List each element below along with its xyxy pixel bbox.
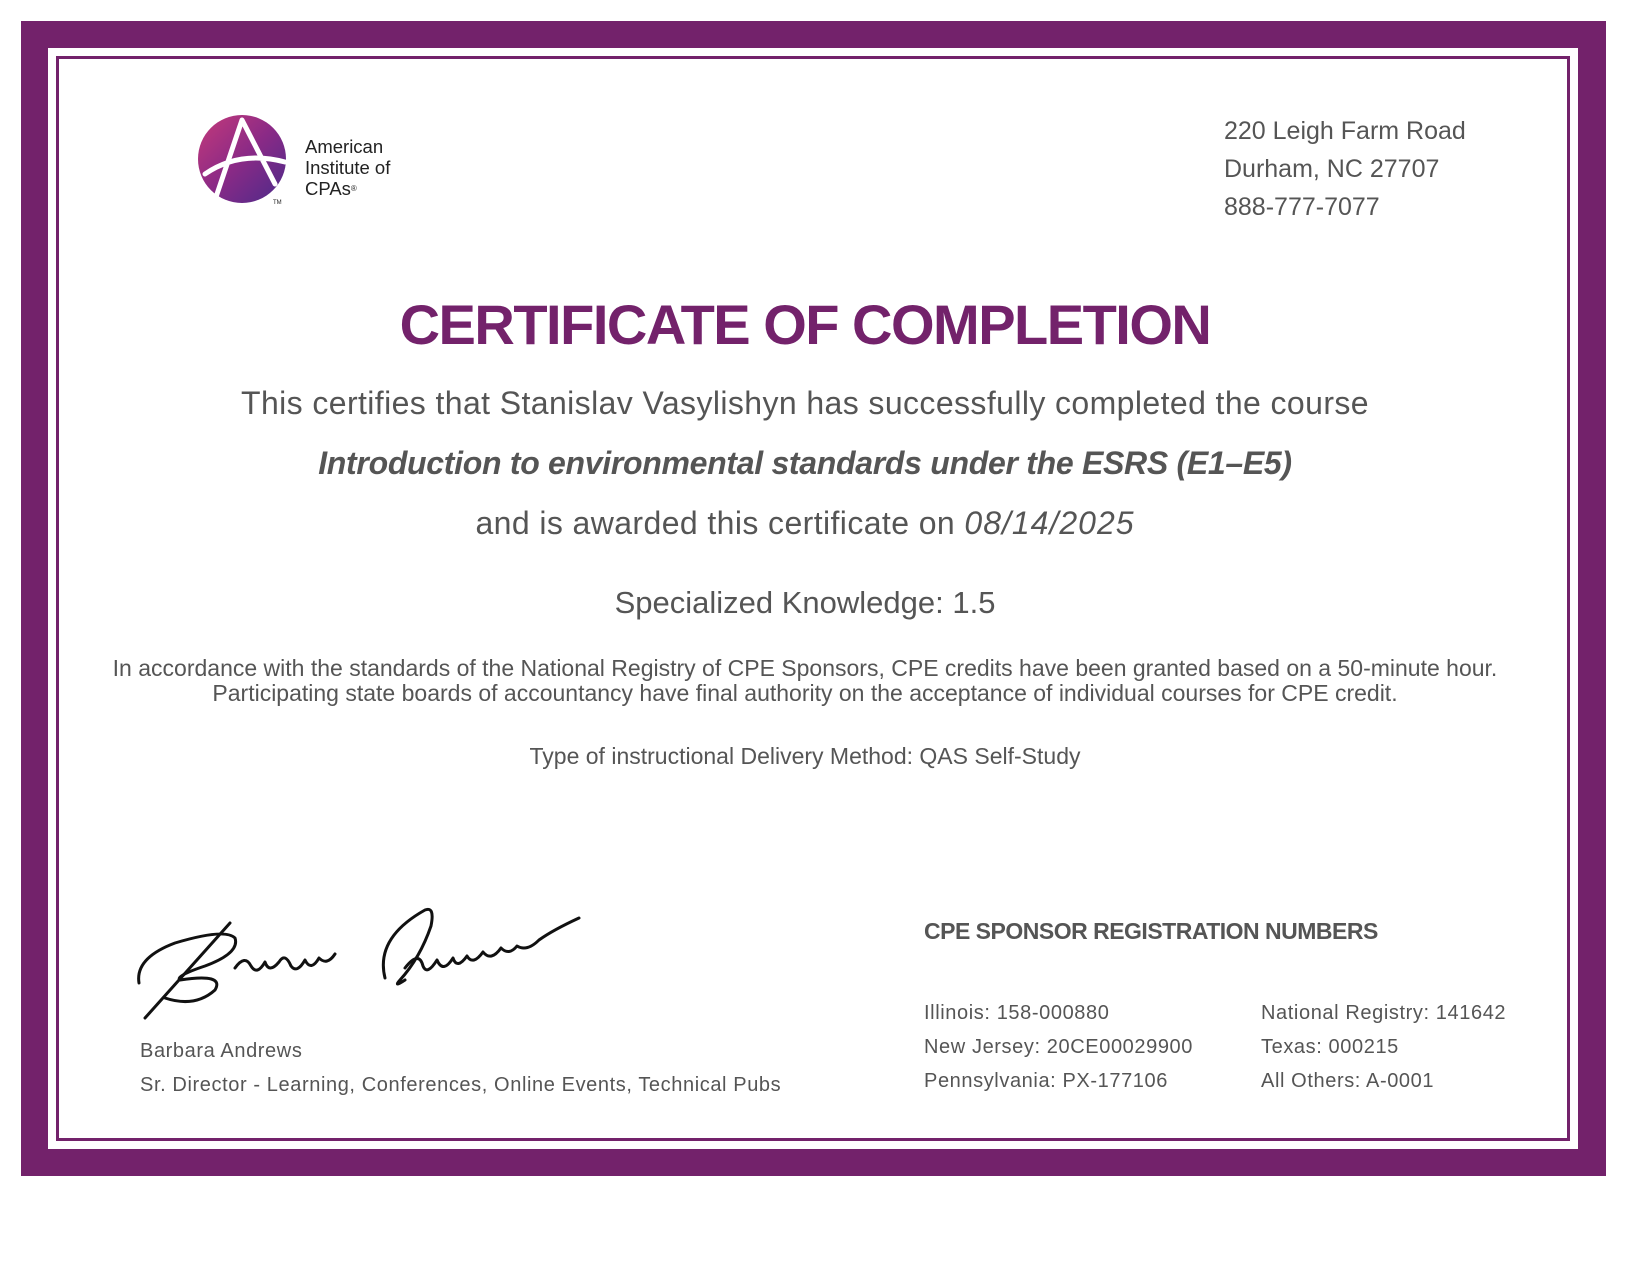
certifies-line: This certifies that Stanislav Vasylishyn has successfully completed the course	[241, 385, 1369, 421]
signer-name: Barbara Andrews	[140, 1040, 303, 1062]
signer-title: Sr. Director - Learning, Conferences, Online Events, Technical Pubs	[140, 1074, 782, 1096]
registration-list-right	[1261, 996, 1506, 1098]
registration-item: All Others: A-0001	[1261, 1070, 1435, 1092]
registration-item: Illinois: 158-000880	[924, 1002, 1110, 1024]
svg-text:TM: TM	[273, 200, 282, 206]
registration-item: Texas: 000215	[1261, 1036, 1399, 1058]
address-street: 220 Leigh Farm Road	[1224, 117, 1466, 145]
registration-heading: CPE SPONSOR REGISTRATION NUMBERS	[924, 918, 1378, 944]
cpe-disclaimer: In accordance with the standards of the National Registry of CPE Sponsors, CPE credits have been granted based on a 50-minute hour. Participating state boards of accountancy have final authority on the acceptance of individual courses for CPE credit.	[112, 655, 1498, 706]
registration-list-left	[924, 996, 1193, 1098]
aicpa-logo-icon	[195, 112, 290, 207]
logo-line-1: American	[305, 136, 384, 157]
credits-line: Specialized Knowledge: 1.5	[614, 585, 996, 620]
awarded-line	[0, 505, 1610, 542]
address-city: Durham, NC 27707	[1224, 155, 1440, 183]
awarded-date: 08/14/2025	[964, 505, 1135, 541]
handwritten-signature	[135, 898, 655, 1023]
registered-mark-icon: ®	[350, 184, 357, 193]
registration-item: National Registry: 141642	[1261, 1002, 1507, 1024]
logo-line-3: CPAs	[305, 178, 351, 199]
registration-item: Pennsylvania: PX-177106	[924, 1070, 1168, 1092]
address-block	[1224, 112, 1466, 226]
aicpa-logo	[195, 112, 415, 207]
registration-item: New Jersey: 20CE00029900	[924, 1036, 1193, 1058]
certificate-title: CERTIFICATE OF COMPLETION	[399, 293, 1211, 356]
awarded-prefix: and is awarded this certificate on	[475, 505, 956, 541]
course-title: Introduction to environmental standards under the ESRS (E1–E5)	[318, 445, 1292, 481]
logo-wordmark	[305, 136, 390, 199]
delivery-method: Type of instructional Delivery Method: QAS Self-Study	[529, 743, 1081, 769]
logo-line-2: Institute of	[305, 157, 391, 178]
address-phone: 888-777-7077	[1224, 193, 1380, 221]
